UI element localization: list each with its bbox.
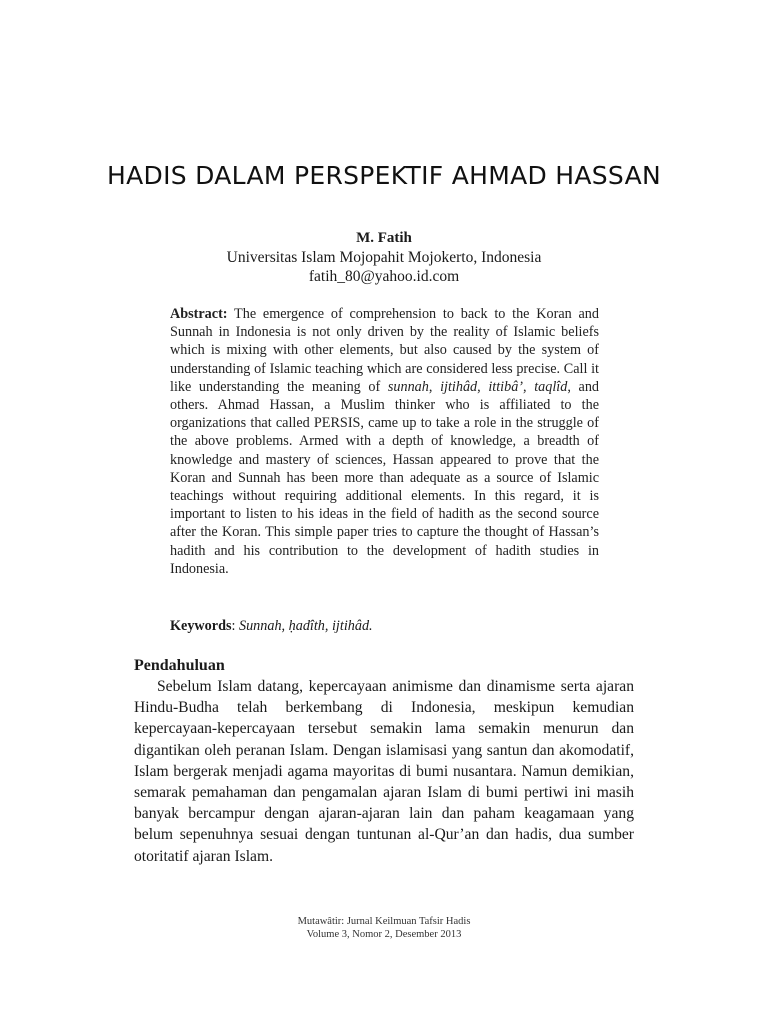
keywords-values: Sunnah, ḥadîth, ijtihâd.	[238, 618, 373, 634]
footer-journal: Mutawâtir: Jurnal Keilmuan Tafsir Hadis	[297, 916, 471, 927]
keywords-label: Keywords	[170, 618, 232, 634]
section-paragraph: Sebelum Islam datang, kepercayaan animisme dan dinamisme serta ajaran Hindu-Budha telah berkembang di Indonesia, meskipun kemudian kepercayaan-kepercayaan tersebut semakin lama semakin menurun dan digantikan oleh peranan Islam. Dengan islamisasi yang santun dan akomodatif, Islam bergerak menjadi agama mayoritas di bumi nusantara. Namun demikian, semarak pemahaman dan pengamalan ajaran Islam di bumi pertiwi ini masih banyak bercampur dengan ajaran-ajaran lain dan paham keagamaan yang belum sepenuhnya sesuai dengan tuntunan al-Qur’an dan hadis, dua sumber otoritatif ajaran Islam.	[134, 678, 634, 865]
page-footer	[100, 915, 668, 941]
author-email: fatih_80@yahoo.id.com	[308, 268, 460, 285]
abstract-text-part1: The emergence of comprehension to back to the Koran and Sunnah in Indonesia is not only driven by the reality of Islamic beliefs which is mixing with other elements, but also caused by the system of understanding of Islamic teaching which are considered less precise. Call it like understanding the meaning of	[170, 306, 599, 395]
abstract-text-part2: , and others. Ahmad Hassan, a Muslim thinker who is affiliated to the organizations that called PERSIS, came up to take a role in the struggle of the above problems. Armed with a depth of knowledge, a breadth of knowledge and mastery of sciences, Hassan appeared to prove that the Koran and Sunnah has been more than adequate as a source of Islamic teachings without requiring additional elements. In this regard, it is important to listen to his ideas in the field of hadith as the second source after the Koran. This simple paper tries to capture the thought of Hassan’s hadith and his contribution to the development of hadith studies in Indonesia.	[170, 378, 600, 577]
footer-volume: Volume 3, Nomor 2, Desember 2013	[306, 929, 462, 940]
keywords-colon: :	[231, 618, 239, 634]
abstract	[170, 305, 599, 578]
abstract-term-ittiba: ittibâ’	[488, 378, 524, 395]
abstract-separator: ,	[477, 378, 489, 395]
paper-title: HADIS DALAM PERSPEKTIF AHMAD HASSAN	[107, 160, 661, 190]
abstract-term-ijtihad: ijtihâd	[440, 378, 478, 395]
abstract-label: Abstract:	[170, 306, 228, 322]
abstract-term-sunnah: sunnah	[387, 378, 429, 395]
keywords	[170, 617, 599, 635]
section-heading: Pendahuluan	[134, 657, 225, 674]
author-name: M. Fatih	[356, 230, 412, 246]
abstract-separator: ,	[428, 378, 441, 395]
abstract-term-taqlid: taqlîd	[534, 378, 568, 395]
author-affiliation: Universitas Islam Mojopahit Mojokerto, Indonesia	[226, 249, 542, 266]
abstract-separator: ,	[523, 378, 535, 395]
